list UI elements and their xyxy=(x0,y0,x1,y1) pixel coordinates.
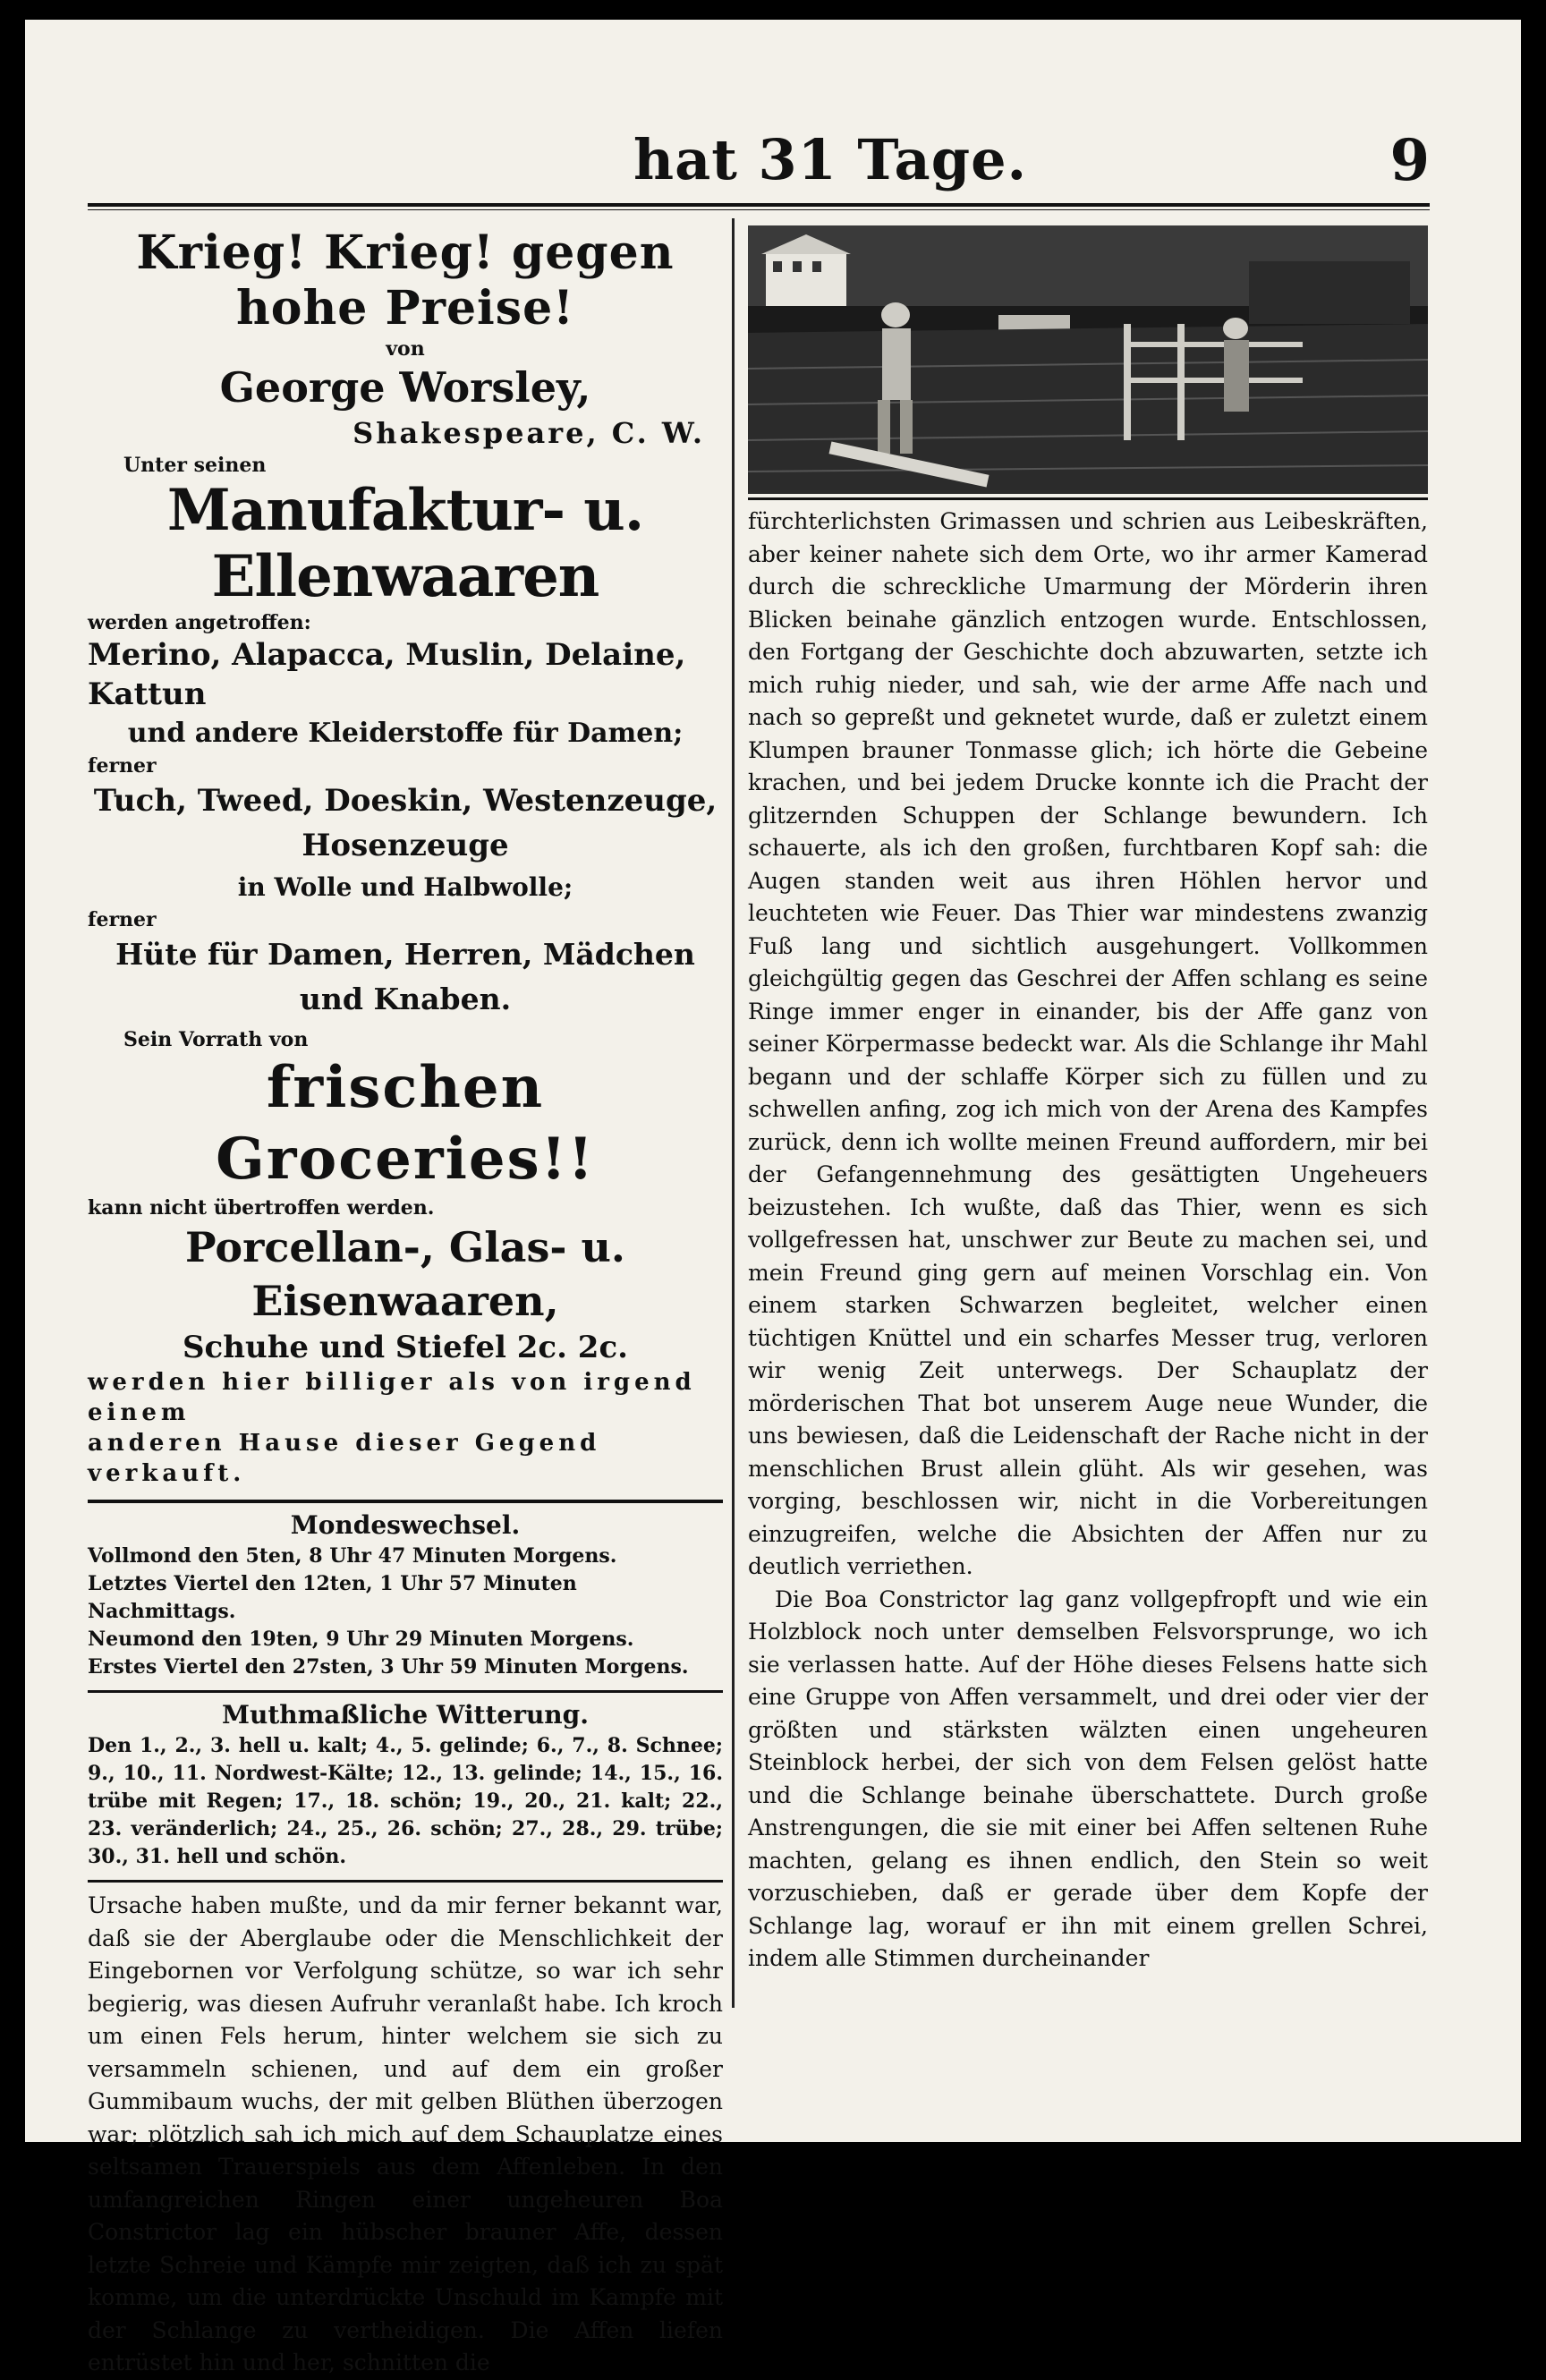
ad-manufaktur: Manufaktur- u. Ellenwaaren xyxy=(166,477,644,610)
header-rule-thin xyxy=(88,209,1430,210)
ad-von: von xyxy=(386,337,425,361)
weather-text: Den 1., 2., 3. hell u. kalt; 4., 5. gelinde; 6., 7., 8. Schnee; 9., 10., 11. Nordwest-Kälte; 12., 13. gelinde; 14., 15., 16. trübe mit Regen; 17., 18. schön; 19., 20., 21. kalt; 22., 23. veränderlich; 24., 25., 26. schön; 27., 28., 29. trübe; 30., 31. hell und schön. xyxy=(88,1734,723,1868)
ad-nicht: kann nicht übertroffen werden. xyxy=(88,1196,435,1220)
section-rule xyxy=(88,1500,723,1503)
ad-unter: Unter seinen xyxy=(123,454,267,477)
ad-ferner-1: ferner xyxy=(88,754,157,778)
ad-billiger: werden hier billiger als von irgend einem xyxy=(88,1369,696,1426)
almanac-page xyxy=(25,20,1521,2376)
woodcut-illustration xyxy=(748,225,1428,494)
section-rule xyxy=(88,1690,723,1693)
ad-wolle: in Wolle und Halbwolle; xyxy=(237,872,573,902)
ad-vorrath: Sein Vorrath von xyxy=(123,1028,309,1051)
story-right xyxy=(748,506,1428,1976)
weather-heading: Muthmaßliche Witterung. xyxy=(222,1700,589,1730)
ad-groceries: frischen Groceries!! xyxy=(216,1054,595,1193)
story-paragraph: Ursache haben mußte, und da mir ferner bekannt war, daß sie der Aberglaube oder die Menschlichkeit der Eingebornen vor Verfolgung schütze, so war ich sehr begierig, was diesen Aufruhr veranlaßt habe. Ich kroch um einen Fels herum, hinter welchem sie sich zu versammeln schienen, und auf dem ein großer Gummibaum wuchs, der mit gelben Blüthen überzogen war; plötzlich sah ich mich auf dem Schauplatze eines seltsamen Trauerspiels aus dem Affenleben. In den umfangreichen Ringen einer ungeheuren Boa Constrictor lag ein hübscher brauner Affe, dessen letzte Schreie und Kämpfe mir zeigten, daß ich zu spät komme, um die unterdrückte Unschuld im Kampfe mit der Schlange zu vertheidigen. Die Affen liefen entrüstet hin und her, schnitten die xyxy=(88,1892,723,2376)
ad-porcellan: Porcellan-, Glas- u. Eisenwaaren, xyxy=(185,1223,625,1325)
ad-fabrics: Merino, Alapacca, Muslin, Delaine, Kattun xyxy=(88,637,686,712)
advertisement xyxy=(88,225,723,1489)
ad-tuch: Tuch, Tweed, Doeskin, Westenzeuge, Hosenzeuge xyxy=(93,783,718,863)
story-paragraph: fürchterlichsten Grimassen und schrien aus Leibeskräften, aber keiner nahete sich dem Orte, wo ihr armer Kamerad durch die schreckliche Umarmung der Mörderin ihren Blicken beinahe gänzlich entzogen wurde. Entschlossen, den Fortgang der Geschichte doch abzuwarten, setzte ich mich ruhig nieder, und sah, wie der arme Affe nach und nach so gepreßt und geknetet wurde, daß er zuletzt einem Klumpen brauner Tonmasse glich; ich hörte die Gebeine krachen, und bei jedem Drucke konnte ich die Pracht der glitzernden Schuppen der Schlange bewundern. Ich schauerte, als ich den großen, furchtbaren Kopf sah: die Augen standen weit aus ihren Höhlen hervor und leuchteten wie Feuer. Das Thier war mindestens zwanzig Fuß lang und sichtlich ausgehungert. Vollkommen gleichgültig gegen das Geschrei der Affen schlang es seine Ringe immer enger in einander, bis der Affe ganz von seiner Körpermasse bedeckt war. Als die Schlange ihr Mahl begann und der schlaffe Körper sich zu füllen und zu schwellen anfing, zog ich mich von der Arena des Kampfes zurück, denn ich wollte meinen Freund auffordern, mir bei der Gefangennehmung des gesättigten Ungeheuers beizustehen. Ich wußte, daß das Thier, wenn es sich vollgefressen hat, unschwer zur Beute zu machen sei, und mein Freund ging gern auf meinen Vorschlag ein. Von einem starken Schwarzen begleitet, welcher einen tüchtigen Knüttel und ein scharfes Messer trug, verloren wir wenig Zeit unterwegs. Der Schauplatz der mörderischen That bot unserem Auge neue Wunder, die uns bewiesen, daß die Leidenschaft der Rache nicht in der menschlichen Brust allein glüht. Als wir gesehen, was vorging, beschlossen wir, nicht in die Vorbereitungen einzugreifen, welche die Absichten der Affen nur zu deutlich verriethen. xyxy=(748,508,1428,1579)
header-rule xyxy=(88,203,1430,207)
ad-schuhe: Schuhe und Stiefel 2c. 2c. xyxy=(183,1330,628,1365)
moon-line: Neumond den 19ten, 9 Uhr 29 Minuten Morgens. xyxy=(88,1628,634,1651)
section-rule xyxy=(88,1880,723,1883)
ad-hause: anderen Hause dieser Gegend verkauft. xyxy=(88,1430,601,1487)
story-paragraph: Die Boa Constrictor lag ganz vollgepfropft und wie ein Holzblock noch unter demselben Felsvorsprunge, wo ich sie verlassen hatte. Auf der Höhe dieses Felsens hatte sich eine Gruppe von Affen versammelt, und drei oder vier der größten und stärksten wälzten einen ungeheuren Steinblock herbei, der sich von dem Felsen gelöst hatte und die Schlange beinahe überschattete. Durch große Anstrengungen, die sie mit einer bei Affen seltenen Ruhe machten, gelang es ihnen endlich, den Stein so weit vorzuschieben, daß er gerade über dem Kopfe der Schlange lag, worauf er ihn mit einem grellen Schrei, indem alle Stimmen durcheinander xyxy=(748,1585,1428,1971)
ad-title: Krieg! Krieg! gegen hohe Preise! xyxy=(136,225,675,336)
ad-fabrics-2: und andere Kleiderstoffe für Damen; xyxy=(127,718,684,749)
moon-phases xyxy=(88,1509,723,1681)
moon-heading: Mondeswechsel. xyxy=(290,1510,521,1540)
story-left xyxy=(88,1890,723,2380)
column-divider xyxy=(732,218,735,2008)
ad-ferner-2: ferner xyxy=(88,908,157,931)
moon-line: Letztes Viertel den 12ten, 1 Uhr 57 Minuten Nachmittags. xyxy=(88,1572,577,1623)
right-column xyxy=(748,225,1428,1976)
moon-line: Erstes Viertel den 27sten, 3 Uhr 59 Minuten Morgens. xyxy=(88,1655,689,1679)
ad-merchant-name: George Worsley, xyxy=(219,363,591,412)
page-number: 9 xyxy=(1389,127,1430,194)
illustration-rule xyxy=(748,497,1428,500)
left-column xyxy=(88,225,723,2380)
ad-place: Shakespeare, C. W. xyxy=(353,416,705,450)
ad-angetroffen: werden angetroffen: xyxy=(88,611,311,634)
header-title: hat 31 Tage. xyxy=(633,127,1028,192)
weather-forecast xyxy=(88,1698,723,1871)
ad-huete: Hüte für Damen, Herren, Mädchen und Knaben. xyxy=(115,937,695,1016)
moon-line: Vollmond den 5ten, 8 Uhr 47 Minuten Morgens. xyxy=(88,1544,617,1568)
